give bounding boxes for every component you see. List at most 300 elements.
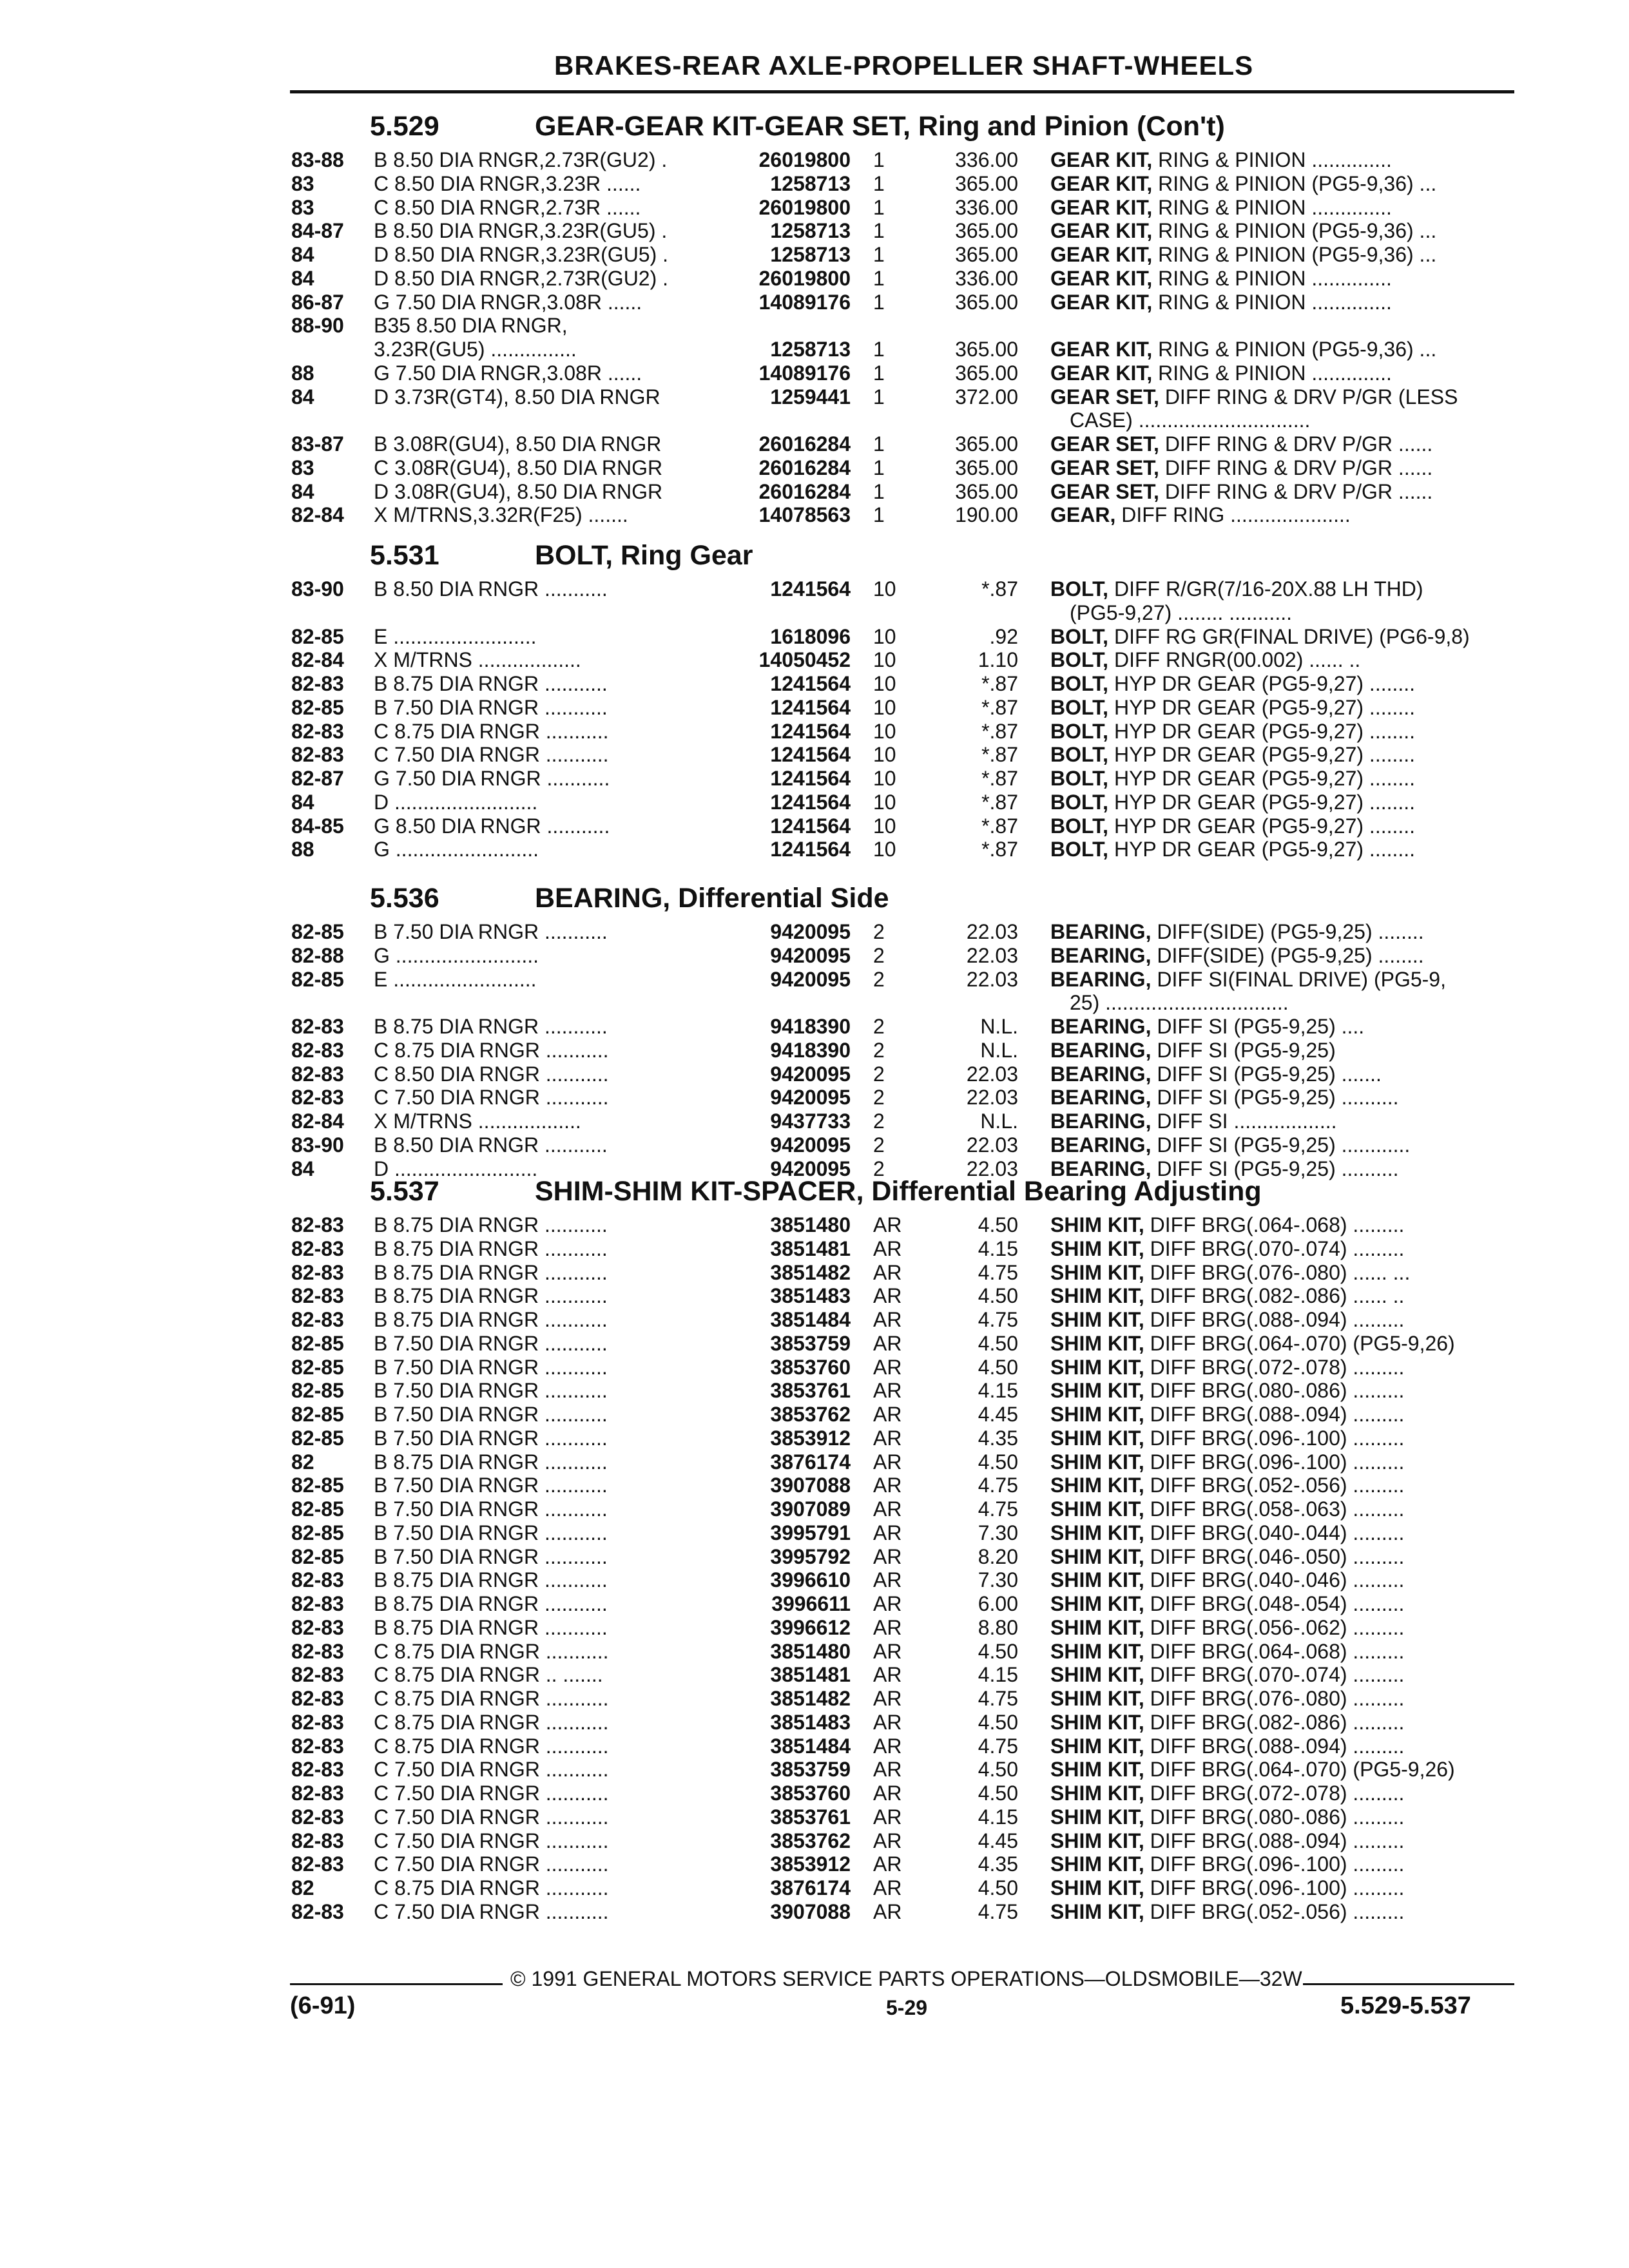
part-name-detail: DIFF BRG(.056-.062) ......... bbox=[1144, 1615, 1405, 1639]
part-name-detail: HYP DR GEAR (PG5-9,27) ........ bbox=[1108, 719, 1416, 743]
part-name-keyword: SHIM KIT, bbox=[1050, 1805, 1144, 1829]
part-number: 3853759 bbox=[770, 1331, 851, 1355]
model-years: 82-85 bbox=[291, 1497, 344, 1521]
part-usage-description: B 8.75 DIA RNGR ........... bbox=[374, 672, 608, 695]
quantity: AR bbox=[873, 1497, 902, 1521]
part-name-keyword: SHIM KIT, bbox=[1050, 1899, 1144, 1923]
part-usage-description: B 3.08R(GU4), 8.50 DIA RNGR bbox=[374, 432, 662, 456]
part-name-detail: DIFF SI (PG5-9,25) ....... bbox=[1151, 1062, 1382, 1086]
part-name bbox=[1050, 1735, 1527, 1758]
part-number: 3853761 bbox=[770, 1805, 851, 1829]
part-number: 3996611 bbox=[771, 1592, 851, 1615]
part-name bbox=[1050, 1308, 1527, 1332]
section-number: 5.536 bbox=[370, 883, 439, 914]
part-name bbox=[1050, 1521, 1527, 1545]
part-name-keyword: SHIM KIT, bbox=[1050, 1379, 1144, 1403]
part-name-keyword: BEARING, bbox=[1050, 1038, 1152, 1062]
price: 365.00 bbox=[955, 361, 1018, 385]
part-number: 1241564 bbox=[770, 695, 851, 719]
part-name bbox=[1050, 1852, 1527, 1876]
part-row bbox=[0, 432, 1629, 456]
part-name-detail: DIFF BRG(.046-.050) ......... bbox=[1144, 1544, 1405, 1568]
part-name bbox=[1050, 219, 1527, 243]
part-number: 1258713 bbox=[770, 338, 851, 361]
model-years: 83-90 bbox=[291, 577, 344, 601]
model-years: 82-85 bbox=[291, 624, 344, 648]
price: 8.20 bbox=[978, 1544, 1018, 1568]
part-name-keyword: BEARING, bbox=[1050, 920, 1152, 943]
price: 4.45 bbox=[978, 1829, 1018, 1852]
price: 336.00 bbox=[955, 148, 1018, 171]
part-number: 3853760 bbox=[770, 1782, 851, 1805]
part-name-keyword: GEAR, bbox=[1050, 503, 1116, 527]
quantity: AR bbox=[873, 1687, 902, 1710]
part-name-detail: DIFF(SIDE) (PG5-9,25) ........ bbox=[1151, 943, 1424, 967]
part-name-detail: HYP DR GEAR (PG5-9,27) ........ bbox=[1108, 767, 1416, 790]
part-name bbox=[1050, 672, 1527, 696]
part-row bbox=[0, 1261, 1629, 1285]
part-name bbox=[1050, 1133, 1527, 1157]
model-years: 84 bbox=[291, 266, 314, 290]
price: .92 bbox=[989, 624, 1018, 648]
model-years: 82-83 bbox=[291, 743, 344, 767]
part-number: 1241564 bbox=[770, 719, 851, 743]
part-number: 26016284 bbox=[758, 479, 851, 503]
part-usage-description: B 8.75 DIA RNGR ........... bbox=[374, 1260, 608, 1284]
part-name bbox=[1050, 1062, 1527, 1086]
model-years: 82-83 bbox=[291, 1710, 344, 1734]
part-number: 3853760 bbox=[770, 1355, 851, 1379]
quantity: 1 bbox=[873, 361, 885, 385]
part-row bbox=[0, 1545, 1629, 1569]
part-number: 14089176 bbox=[758, 361, 851, 385]
part-name-detail: HYP DR GEAR (PG5-9,27) ........ bbox=[1108, 814, 1416, 838]
part-name bbox=[1050, 814, 1527, 838]
price: 4.35 bbox=[978, 1852, 1018, 1876]
part-row bbox=[0, 1876, 1629, 1900]
model-years: 82-83 bbox=[291, 1015, 344, 1038]
part-number: 3853912 bbox=[770, 1426, 851, 1450]
part-number: 9418390 bbox=[770, 1015, 851, 1038]
model-years: 82-83 bbox=[291, 1568, 344, 1592]
part-row bbox=[0, 625, 1629, 649]
part-name-keyword: BEARING, bbox=[1050, 1086, 1152, 1110]
part-row bbox=[0, 648, 1629, 672]
section-title: GEAR-GEAR KIT-GEAR SET, Ring and Pinion (Con't) bbox=[535, 111, 1225, 142]
part-name bbox=[1050, 385, 1527, 409]
part-row bbox=[0, 219, 1629, 243]
model-years: 82 bbox=[291, 1450, 314, 1474]
model-years: 82-83 bbox=[291, 1236, 344, 1260]
part-name-detail: RING & PINION (PG5-9,36) ... bbox=[1152, 219, 1437, 243]
part-number: 3853762 bbox=[770, 1403, 851, 1426]
quantity: AR bbox=[873, 1521, 902, 1544]
part-row bbox=[0, 1805, 1629, 1829]
price: 4.75 bbox=[978, 1260, 1018, 1284]
part-name-keyword: SHIM KIT, bbox=[1050, 1497, 1144, 1521]
part-name-keyword: BEARING, bbox=[1050, 1062, 1152, 1086]
quantity: AR bbox=[873, 1284, 902, 1308]
part-name-keyword: BOLT, bbox=[1050, 648, 1109, 672]
model-years: 83 bbox=[291, 456, 314, 479]
part-usage-description: C 8.75 DIA RNGR ........... bbox=[374, 1734, 609, 1758]
quantity: 1 bbox=[873, 385, 885, 408]
part-number: 3995791 bbox=[770, 1521, 851, 1544]
quantity: AR bbox=[873, 1450, 902, 1474]
footer-rule-left bbox=[290, 1983, 503, 1985]
part-row bbox=[0, 1852, 1629, 1876]
part-usage-description: C 7.50 DIA RNGR ........... bbox=[374, 1782, 609, 1805]
part-name bbox=[1050, 1015, 1527, 1039]
model-years: 83-87 bbox=[291, 432, 344, 456]
price: 4.50 bbox=[978, 1876, 1018, 1899]
part-name-keyword: GEAR KIT, bbox=[1050, 338, 1153, 361]
part-name-detail: DIFF BRG(.040-.044) ......... bbox=[1144, 1521, 1405, 1544]
part-name-detail: DIFF SI (PG5-9,25) .... bbox=[1151, 1015, 1365, 1038]
footer-page-number: 5-29 bbox=[886, 1996, 928, 2019]
part-name-keyword: GEAR KIT, bbox=[1050, 290, 1153, 314]
quantity: AR bbox=[873, 1782, 902, 1805]
section-title: BOLT, Ring Gear bbox=[535, 540, 753, 571]
part-name-detail: DIFF BRG(.088-.094) ......... bbox=[1144, 1403, 1405, 1426]
part-number: 1241564 bbox=[770, 743, 851, 767]
part-name-keyword: SHIM KIT, bbox=[1050, 1426, 1144, 1450]
part-row bbox=[0, 1711, 1629, 1735]
quantity: AR bbox=[873, 1663, 902, 1687]
price: 365.00 bbox=[955, 338, 1018, 361]
part-usage-description: C 7.50 DIA RNGR ........... bbox=[374, 1758, 609, 1782]
part-row bbox=[0, 1039, 1629, 1062]
price: 4.50 bbox=[978, 1284, 1018, 1308]
part-name bbox=[1050, 1805, 1527, 1829]
model-years: 82-83 bbox=[291, 1758, 344, 1782]
part-usage-description: D 3.73R(GT4), 8.50 DIA RNGR bbox=[374, 385, 660, 408]
part-row bbox=[0, 1284, 1629, 1308]
price: 7.30 bbox=[978, 1568, 1018, 1592]
part-name-detail: DIFF BRG(.088-.094) ......... bbox=[1144, 1829, 1405, 1852]
part-name-keyword: SHIM KIT, bbox=[1050, 1544, 1144, 1568]
price: *.87 bbox=[981, 767, 1018, 790]
part-usage-description: B 7.50 DIA RNGR ........... bbox=[374, 1355, 608, 1379]
part-number: 26019800 bbox=[758, 266, 851, 290]
quantity: 10 bbox=[873, 814, 896, 838]
part-name-keyword: BOLT, bbox=[1050, 577, 1109, 601]
quantity: 10 bbox=[873, 838, 896, 861]
part-number: 1241564 bbox=[770, 790, 851, 814]
quantity: 1 bbox=[873, 195, 885, 219]
part-usage-description: D 8.50 DIA RNGR,2.73R(GU2) . bbox=[374, 266, 669, 290]
part-usage-description: B 7.50 DIA RNGR ........... bbox=[374, 1426, 608, 1450]
part-name bbox=[1050, 577, 1527, 601]
price: 4.15 bbox=[978, 1805, 1018, 1829]
model-years: 82-84 bbox=[291, 1110, 344, 1133]
part-name-keyword: SHIM KIT, bbox=[1050, 1213, 1144, 1236]
part-name-detail: DIFF BRG(.096-.100) ......... bbox=[1144, 1876, 1405, 1899]
section-number: 5.531 bbox=[370, 540, 439, 571]
price: 22.03 bbox=[966, 1062, 1018, 1086]
part-name-continuation: 25) ................................ bbox=[1070, 991, 1289, 1015]
part-usage-description: C 8.75 DIA RNGR ........... bbox=[374, 1876, 609, 1899]
part-name bbox=[1050, 148, 1527, 172]
part-name-keyword: SHIM KIT, bbox=[1050, 1782, 1144, 1805]
model-years: 82-85 bbox=[291, 967, 344, 991]
part-name-keyword: BOLT, bbox=[1050, 790, 1109, 814]
part-usage-description: D ......................... bbox=[374, 790, 538, 814]
quantity: AR bbox=[873, 1355, 902, 1379]
part-name-keyword: GEAR SET, bbox=[1050, 385, 1159, 408]
part-name-keyword: SHIM KIT, bbox=[1050, 1734, 1144, 1758]
part-row bbox=[0, 1237, 1629, 1261]
quantity: 1 bbox=[873, 479, 885, 503]
quantity: 10 bbox=[873, 767, 896, 790]
part-name-keyword: SHIM KIT, bbox=[1050, 1403, 1144, 1426]
price: 4.75 bbox=[978, 1474, 1018, 1497]
part-row bbox=[0, 968, 1629, 992]
quantity: 2 bbox=[873, 967, 885, 991]
quantity: AR bbox=[873, 1734, 902, 1758]
price: 4.50 bbox=[978, 1450, 1018, 1474]
part-name bbox=[1050, 968, 1527, 992]
price: 190.00 bbox=[955, 503, 1018, 527]
part-name bbox=[1050, 1640, 1527, 1664]
quantity: 1 bbox=[873, 432, 885, 456]
part-number: 3851483 bbox=[770, 1710, 851, 1734]
part-usage-description: E ......................... bbox=[374, 967, 537, 991]
price: *.87 bbox=[981, 838, 1018, 861]
quantity: 1 bbox=[873, 503, 885, 527]
price: 4.50 bbox=[978, 1331, 1018, 1355]
part-row bbox=[0, 672, 1629, 696]
part-number: 3851481 bbox=[770, 1236, 851, 1260]
part-row bbox=[0, 196, 1629, 220]
model-years: 82-85 bbox=[291, 1379, 344, 1403]
quantity: 1 bbox=[873, 456, 885, 479]
part-name-keyword: GEAR KIT, bbox=[1050, 219, 1153, 243]
model-years: 84 bbox=[291, 479, 314, 503]
model-years: 82-83 bbox=[291, 1038, 344, 1062]
part-number: 3851482 bbox=[770, 1260, 851, 1284]
part-name-keyword: BOLT, bbox=[1050, 695, 1109, 719]
model-years: 83-88 bbox=[291, 148, 344, 171]
part-row bbox=[0, 1640, 1629, 1664]
part-name-keyword: SHIM KIT, bbox=[1050, 1355, 1144, 1379]
part-name bbox=[1050, 1663, 1527, 1687]
model-years: 88-90 bbox=[291, 314, 344, 338]
header-rule bbox=[290, 90, 1514, 93]
part-usage-description: B35 8.50 DIA RNGR, bbox=[374, 314, 568, 338]
price: 7.30 bbox=[978, 1521, 1018, 1544]
part-name-keyword: SHIM KIT, bbox=[1050, 1331, 1144, 1355]
section-number: 5.529 bbox=[370, 111, 439, 142]
part-row bbox=[0, 1062, 1629, 1086]
part-name-detail: DIFF SI (PG5-9,25) ............ bbox=[1151, 1133, 1411, 1157]
part-usage-description: B 7.50 DIA RNGR ........... bbox=[374, 1379, 608, 1403]
part-usage-description: G 7.50 DIA RNGR,3.08R ...... bbox=[374, 361, 642, 385]
model-years: 83 bbox=[291, 195, 314, 219]
part-name-keyword: SHIM KIT, bbox=[1050, 1284, 1144, 1308]
price: 4.50 bbox=[978, 1213, 1018, 1236]
part-name-keyword: SHIM KIT, bbox=[1050, 1450, 1144, 1474]
part-number: 3851481 bbox=[770, 1663, 851, 1687]
price: 4.75 bbox=[978, 1687, 1018, 1710]
section-number: 5.537 bbox=[370, 1176, 439, 1207]
part-name-detail: DIFF BRG(.052-.056) ......... bbox=[1144, 1899, 1405, 1923]
quantity: 2 bbox=[873, 920, 885, 943]
part-name-detail: DIFF BRG(.072-.078) ......... bbox=[1144, 1782, 1405, 1805]
part-usage-description: B 8.75 DIA RNGR ........... bbox=[374, 1568, 608, 1592]
part-number: 3853761 bbox=[770, 1379, 851, 1403]
model-years: 82-83 bbox=[291, 1852, 344, 1876]
part-name-keyword: SHIM KIT, bbox=[1050, 1521, 1144, 1544]
model-years: 82-83 bbox=[291, 1734, 344, 1758]
part-number: 3853762 bbox=[770, 1829, 851, 1852]
part-usage-description: C 8.75 DIA RNGR ........... bbox=[374, 719, 609, 743]
part-number: 9420095 bbox=[770, 1157, 851, 1180]
quantity: AR bbox=[873, 1474, 902, 1497]
part-usage-description: C 8.50 DIA RNGR ........... bbox=[374, 1062, 609, 1086]
part-name-keyword: SHIM KIT, bbox=[1050, 1876, 1144, 1899]
price: 22.03 bbox=[966, 1133, 1018, 1157]
quantity: 2 bbox=[873, 1038, 885, 1062]
part-usage-description: B 7.50 DIA RNGR ........... bbox=[374, 920, 608, 943]
price: 4.75 bbox=[978, 1734, 1018, 1758]
quantity: 2 bbox=[873, 1157, 885, 1180]
part-usage-description: B 7.50 DIA RNGR ........... bbox=[374, 1403, 608, 1426]
part-number: 3853912 bbox=[770, 1852, 851, 1876]
part-number: 3876174 bbox=[770, 1876, 851, 1899]
part-row bbox=[0, 720, 1629, 744]
price: *.87 bbox=[981, 695, 1018, 719]
part-name-detail: DIFF BRG(.076-.080) ...... ... bbox=[1144, 1260, 1411, 1284]
part-usage-description: C 7.50 DIA RNGR ........... bbox=[374, 1899, 609, 1923]
part-row bbox=[0, 338, 1629, 361]
part-row bbox=[0, 838, 1629, 861]
part-name-keyword: BEARING, bbox=[1050, 943, 1152, 967]
part-name bbox=[1050, 720, 1527, 744]
part-usage-description: C 8.75 DIA RNGR ........... bbox=[374, 1639, 609, 1663]
price: 4.50 bbox=[978, 1710, 1018, 1734]
model-years: 82-85 bbox=[291, 1331, 344, 1355]
part-name-keyword: SHIM KIT, bbox=[1050, 1260, 1144, 1284]
quantity: 1 bbox=[873, 148, 885, 171]
part-name-keyword: BEARING, bbox=[1050, 1157, 1152, 1180]
part-number: 1259441 bbox=[770, 385, 851, 408]
part-name bbox=[1050, 361, 1527, 385]
part-name-detail: DIFF BRG(.076-.080) ......... bbox=[1144, 1687, 1405, 1710]
part-usage-description: 3.23R(GU5) ............... bbox=[374, 338, 577, 361]
price: 372.00 bbox=[955, 385, 1018, 408]
quantity: AR bbox=[873, 1260, 902, 1284]
part-name-detail: DIFF BRG(.070-.074) ......... bbox=[1144, 1236, 1405, 1260]
price: *.87 bbox=[981, 790, 1018, 814]
part-number: 3996610 bbox=[770, 1568, 851, 1592]
model-years: 82-83 bbox=[291, 1782, 344, 1805]
quantity: AR bbox=[873, 1544, 902, 1568]
part-name-detail: DIFF(SIDE) (PG5-9,25) ........ bbox=[1151, 920, 1424, 943]
part-name bbox=[1050, 456, 1527, 480]
part-name bbox=[1050, 1284, 1527, 1308]
part-usage-description: C 7.50 DIA RNGR ........... bbox=[374, 1829, 609, 1852]
quantity: AR bbox=[873, 1829, 902, 1852]
part-number: 3851483 bbox=[770, 1284, 851, 1308]
part-usage-description: C 7.50 DIA RNGR ........... bbox=[374, 1852, 609, 1876]
model-years: 82-83 bbox=[291, 1062, 344, 1086]
part-row bbox=[0, 1308, 1629, 1332]
part-name bbox=[1050, 1687, 1527, 1711]
part-name-detail: DIFF RING & DRV P/GR ...... bbox=[1159, 432, 1433, 456]
part-name-keyword: BOLT, bbox=[1050, 743, 1109, 767]
part-name-detail: RING & PINION .............. bbox=[1152, 266, 1392, 290]
part-usage-description: C 3.08R(GU4), 8.50 DIA RNGR bbox=[374, 456, 663, 479]
part-usage-description: B 8.75 DIA RNGR ........... bbox=[374, 1236, 608, 1260]
part-name bbox=[1050, 480, 1527, 504]
part-name-keyword: GEAR KIT, bbox=[1050, 148, 1153, 171]
part-name-detail: DIFF BRG(.072-.078) ......... bbox=[1144, 1355, 1405, 1379]
part-name-continuation: (PG5-9,27) ........ ........... bbox=[1070, 601, 1292, 624]
part-row bbox=[0, 791, 1629, 814]
price: 4.15 bbox=[978, 1379, 1018, 1403]
model-years: 82-83 bbox=[291, 1639, 344, 1663]
part-row bbox=[0, 1474, 1629, 1497]
part-name-keyword: SHIM KIT, bbox=[1050, 1308, 1144, 1331]
model-years: 82-83 bbox=[291, 1663, 344, 1687]
part-name-detail: DIFF BRG(.082-.086) ...... .. bbox=[1144, 1284, 1405, 1308]
part-row bbox=[0, 1829, 1629, 1853]
part-name bbox=[1050, 648, 1527, 672]
part-name-keyword: SHIM KIT, bbox=[1050, 1615, 1144, 1639]
part-name bbox=[1050, 791, 1527, 814]
quantity: 1 bbox=[873, 266, 885, 290]
quantity: 1 bbox=[873, 290, 885, 314]
part-row bbox=[0, 767, 1629, 791]
model-years: 84-85 bbox=[291, 814, 344, 838]
quantity: AR bbox=[873, 1615, 902, 1639]
model-years: 82-85 bbox=[291, 1474, 344, 1497]
part-name-detail: HYP DR GEAR (PG5-9,27) ........ bbox=[1108, 790, 1416, 814]
part-usage-description: G 8.50 DIA RNGR ........... bbox=[374, 814, 610, 838]
part-row bbox=[0, 814, 1629, 838]
model-years: 88 bbox=[291, 361, 314, 385]
part-name-detail: RING & PINION (PG5-9,36) ... bbox=[1152, 171, 1437, 195]
quantity: 2 bbox=[873, 1015, 885, 1038]
part-usage-description: B 8.75 DIA RNGR ........... bbox=[374, 1213, 608, 1236]
quantity: AR bbox=[873, 1899, 902, 1923]
part-name-detail: DIFF BRG(.058-.063) ......... bbox=[1144, 1497, 1405, 1521]
part-number: 1241564 bbox=[770, 672, 851, 695]
quantity: 1 bbox=[873, 338, 885, 361]
part-usage-description: G ......................... bbox=[374, 943, 539, 967]
part-name bbox=[1050, 1829, 1527, 1853]
part-name bbox=[1050, 1616, 1527, 1640]
model-years: 82-83 bbox=[291, 1829, 344, 1852]
footer-date-code: (6-91) bbox=[290, 1992, 356, 2019]
part-row bbox=[0, 1427, 1629, 1450]
quantity: 2 bbox=[873, 943, 885, 967]
model-years: 84 bbox=[291, 1157, 314, 1180]
part-name-detail: DIFF RG GR(FINAL DRIVE) (PG6-9,8) bbox=[1108, 624, 1470, 648]
part-row bbox=[0, 743, 1629, 767]
part-row bbox=[0, 1568, 1629, 1592]
price: 22.03 bbox=[966, 943, 1018, 967]
part-name-detail: DIFF BRG(.088-.094) ......... bbox=[1144, 1734, 1405, 1758]
model-years: 82-83 bbox=[291, 1086, 344, 1110]
part-name-detail: DIFF BRG(.048-.054) ......... bbox=[1144, 1592, 1405, 1615]
price: 365.00 bbox=[955, 171, 1018, 195]
part-row bbox=[0, 385, 1629, 409]
part-name-detail: DIFF BRG(.052-.056) ......... bbox=[1144, 1474, 1405, 1497]
part-row bbox=[0, 1356, 1629, 1379]
price: *.87 bbox=[981, 814, 1018, 838]
